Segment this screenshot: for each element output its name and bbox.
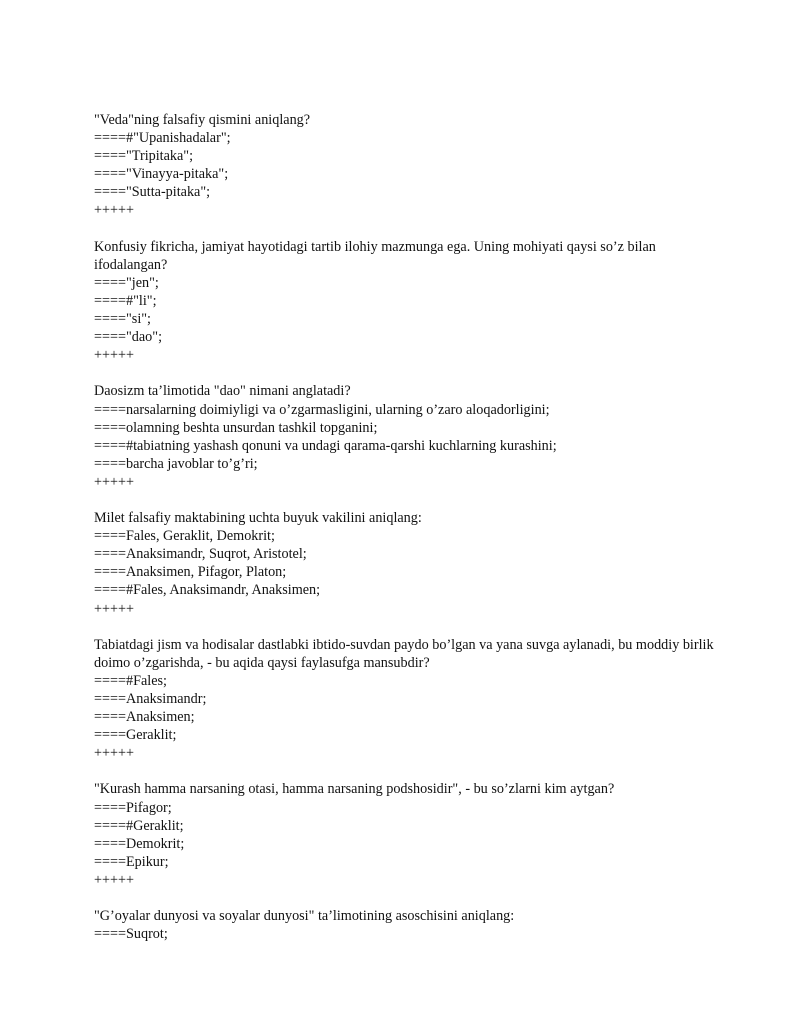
- question-text: Tabiatdagi jism va hodisalar dastlabki ibtido-suvdan paydo bo’lgan va yana suvga aylanadi, bu moddiy birlik doimo o’zgarishda, - bu aqida qaysi faylasufga mansubdir?: [94, 636, 714, 671]
- answer-option: ====#"li";: [94, 292, 157, 309]
- answer-option: ====#tabiatning yashash qonuni va undagi qarama-qarshi kuchlarning kurashini;: [94, 437, 557, 454]
- question-text: "G’oyalar dunyosi va soyalar dunyosi" ta’limotining asoschisini aniqlang:: [94, 908, 515, 925]
- answer-option: ====Anaksimandr;: [94, 691, 207, 707]
- question-block: [94, 636, 714, 763]
- question-block: [94, 382, 714, 491]
- answer-option: ====Geraklit;: [94, 727, 177, 744]
- question-block: [94, 111, 714, 220]
- answer-option: ===="Tripitaka";: [94, 148, 194, 165]
- answer-option: ====#"Upanishadalar";: [94, 130, 231, 147]
- question-list: [94, 111, 714, 961]
- question-text: Konfusiy fikricha, jamiyat hayotidagi tartib ilohiy mazmunga ega. Uning mohiyati qaysi so’z bilan ifodalangan?: [94, 238, 656, 273]
- answer-option: ====#Fales, Anaksimandr, Anaksimen;: [94, 582, 321, 599]
- question-separator: +++++: [94, 871, 135, 888]
- answer-option: ===="si";: [94, 311, 151, 328]
- answer-option: ====Demokrit;: [94, 835, 185, 852]
- answer-option: ====Suqrot;: [94, 926, 168, 943]
- answer-option: ====Anaksimen;: [94, 709, 195, 726]
- question-separator: +++++: [94, 202, 135, 219]
- question-separator: +++++: [94, 473, 135, 490]
- question-text: "Kurash hamma narsaning otasi, hamma narsaning podshosidir", - bu so’zlarni kim aytgan?: [94, 781, 615, 798]
- answer-option: ====Epikur;: [94, 853, 169, 870]
- answer-option: ===="jen";: [94, 274, 159, 291]
- question-block: [94, 509, 714, 618]
- answer-option: ====#Geraklit;: [94, 817, 184, 834]
- question-separator: +++++: [94, 347, 135, 364]
- answer-option: ===="Vinayya-pitaka";: [94, 166, 229, 183]
- answer-option: ====#Fales;: [94, 672, 167, 689]
- answer-option: ====Anaksimandr, Suqrot, Aristotel;: [94, 546, 307, 563]
- answer-option: ===="Sutta-pitaka";: [94, 184, 211, 201]
- question-block: [94, 780, 714, 889]
- question-separator: +++++: [94, 745, 135, 762]
- question-text: Milet falsafiy maktabining uchta buyuk vakilini aniqlang:: [94, 510, 422, 527]
- answer-option: ====Pifagor;: [94, 799, 172, 816]
- question-block: [94, 238, 714, 365]
- answer-option: ====Anaksimen, Pifagor, Platon;: [94, 564, 287, 581]
- answer-option: ===="dao";: [94, 329, 163, 346]
- question-separator: +++++: [94, 600, 135, 617]
- answer-option: ====olamning beshta unsurdan tashkil topganini;: [94, 419, 378, 436]
- answer-option: ====narsalarning doimiyligi va o’zgarmasligini, ularning o’zaro aloqadorligini;: [94, 401, 550, 418]
- question-text: Daosizm ta’limotida "dao" nimani anglatadi?: [94, 383, 351, 400]
- answer-option: ====Fales, Geraklit, Demokrit;: [94, 528, 275, 545]
- answer-option: ====barcha javoblar to’g’ri;: [94, 455, 258, 472]
- question-block: [94, 907, 714, 943]
- question-text: "Veda"ning falsafiy qismini aniqlang?: [94, 112, 311, 128]
